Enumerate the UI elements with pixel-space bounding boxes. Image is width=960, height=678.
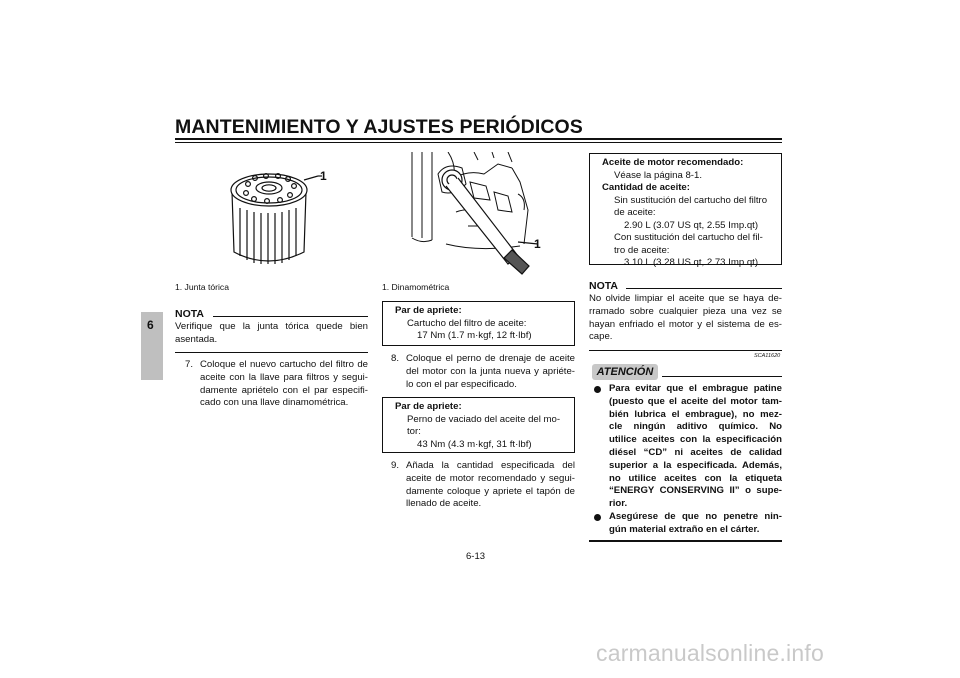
torque-item: tor: bbox=[407, 426, 421, 437]
nota-text-left bbox=[175, 321, 368, 347]
torque-spec-box-2 bbox=[382, 397, 575, 453]
nota-text-right bbox=[589, 293, 782, 344]
torque-item: Perno de vaciado del aceite del mo- bbox=[407, 413, 561, 425]
bullet-line: Para evitar que el embrague patine bbox=[609, 383, 782, 394]
bullet-icon bbox=[594, 386, 601, 393]
watermark: carmanualsonline.info bbox=[596, 640, 824, 666]
torque-wrench-illustration bbox=[408, 152, 558, 277]
nota-line: cape. bbox=[589, 331, 613, 343]
oil-quantity-value: 2.90 L (3.07 US qt, 2.55 Imp.qt) bbox=[624, 219, 759, 231]
torque-spec-box-1 bbox=[382, 301, 575, 346]
nota-label-left: NOTA bbox=[175, 308, 204, 320]
wrench-drawing bbox=[442, 170, 538, 274]
bullet-line: cle ningún aditivo químico. No bbox=[609, 421, 782, 433]
nota-end-rule-right bbox=[589, 350, 782, 351]
bullet-icon bbox=[594, 514, 601, 521]
bullet-line: bién lubrica el embrague), no mez- bbox=[609, 408, 782, 420]
step-line: llenado de aceite. bbox=[406, 498, 482, 510]
nota-line: hayan enfriado el motor y el sistema de es- bbox=[589, 318, 782, 330]
step-line: damente apriételo con el par especifi- bbox=[200, 384, 368, 396]
bullet-line: diésel “CD” ni aceites de calidad bbox=[609, 446, 782, 458]
bullet-line: utilice aceites con la especificación bbox=[609, 434, 782, 446]
step-8 bbox=[391, 353, 575, 391]
nota-line: No olvide limpiar el aceite que se haya de- bbox=[589, 293, 782, 304]
torque-item: Cartucho del filtro de aceite: bbox=[407, 317, 527, 329]
figure-caption-wrench: 1. Dinamométrica bbox=[382, 282, 450, 292]
page-title: MANTENIMIENTO Y AJUSTES PERIÓDICOS bbox=[175, 116, 583, 138]
oil-quantity-text: Sin sustitución del cartucho del filtro bbox=[614, 194, 768, 206]
oil-quantity-text: tro de aceite: bbox=[614, 244, 670, 256]
figure-callout-2: 1 bbox=[534, 237, 541, 251]
oil-spec-text: Véase la página 8-1. bbox=[614, 169, 703, 181]
torque-label: Par de apriete: bbox=[395, 305, 462, 316]
step-line: aceite de motor recomendado y segui- bbox=[406, 472, 575, 484]
oil-spec-box bbox=[589, 153, 782, 268]
figure-callout-1: 1 bbox=[320, 169, 327, 183]
step-9 bbox=[391, 460, 575, 511]
oil-quantity-label: Cantidad de aceite: bbox=[602, 182, 690, 193]
bullet-line: (puesto que el aceite del motor tam- bbox=[609, 395, 782, 407]
nota-end-rule-left bbox=[175, 352, 368, 353]
step-line: del motor con la junta nueva y apriéte- bbox=[406, 365, 575, 377]
atencion-bullet-1 bbox=[594, 383, 782, 511]
nota-line: Verifique que la junta tórica quede bien bbox=[175, 321, 368, 332]
header-rule-thin bbox=[175, 142, 782, 143]
step-number: 9. bbox=[391, 460, 400, 471]
step-number: 7. bbox=[185, 359, 194, 370]
step-line: Añada la cantidad especificada del bbox=[406, 460, 575, 471]
bullet-line: rior. bbox=[609, 498, 628, 510]
nota-label-right: NOTA bbox=[589, 280, 618, 292]
oil-filter-drawing bbox=[231, 174, 322, 264]
step-line: lo con el par especificado. bbox=[406, 378, 517, 390]
oil-quantity-text: Con sustitución del cartucho del fil- bbox=[614, 232, 763, 243]
chapter-number: 6 bbox=[147, 318, 154, 332]
bullet-line: “ENERGY CONSERVING II” o supe- bbox=[609, 485, 782, 497]
step-line: Coloque el perno de drenaje de aceite bbox=[406, 353, 575, 364]
bullet-line: superior a la especificada. Además, bbox=[609, 459, 782, 471]
atencion-badge: ATENCIÓN bbox=[592, 364, 658, 380]
atencion-code: SCA11620 bbox=[754, 353, 781, 359]
step-line: Coloque el nuevo cartucho del filtro de bbox=[200, 359, 368, 370]
step-7 bbox=[185, 359, 368, 410]
bullet-line: gún material extraño en el cárter. bbox=[609, 523, 760, 535]
atencion-bullet-2 bbox=[594, 511, 782, 537]
figure-caption-oring: 1. Junta tórica bbox=[175, 282, 229, 292]
nota-rule-left bbox=[213, 316, 368, 317]
nota-line: rramado sobre cualquier pieza una vez se bbox=[589, 305, 782, 317]
atencion-end-rule bbox=[589, 540, 782, 542]
torque-value: 17 Nm (1.7 m·kgf, 12 ft·lbf) bbox=[417, 330, 532, 341]
header-rule-thick bbox=[175, 138, 782, 140]
nota-line: asentada. bbox=[175, 333, 218, 345]
torque-label: Par de apriete: bbox=[395, 401, 462, 412]
oil-spec-label: Aceite de motor recomendado: bbox=[602, 157, 744, 168]
torque-value: 43 Nm (4.3 m·kgf, 31 ft·lbf) bbox=[417, 438, 532, 450]
atencion-rule bbox=[662, 376, 782, 377]
page-number: 6-13 bbox=[466, 551, 486, 562]
step-line: aceite con la llave para filtros y segui- bbox=[200, 371, 368, 383]
step-line: cado con una llave dinamométrica. bbox=[200, 397, 349, 409]
step-line: damente coloque y apriete el tapón de bbox=[406, 485, 575, 497]
nota-rule-right bbox=[626, 288, 782, 289]
oil-quantity-value: 3.10 L (3.28 US qt, 2.73 Imp.qt) bbox=[624, 257, 759, 268]
bullet-line: no utilice aceites con la etiqueta bbox=[609, 472, 782, 484]
step-number: 8. bbox=[391, 353, 400, 364]
oil-quantity-text: de aceite: bbox=[614, 207, 656, 218]
bullet-line: Asegúrese de que no penetre nin- bbox=[609, 511, 782, 522]
